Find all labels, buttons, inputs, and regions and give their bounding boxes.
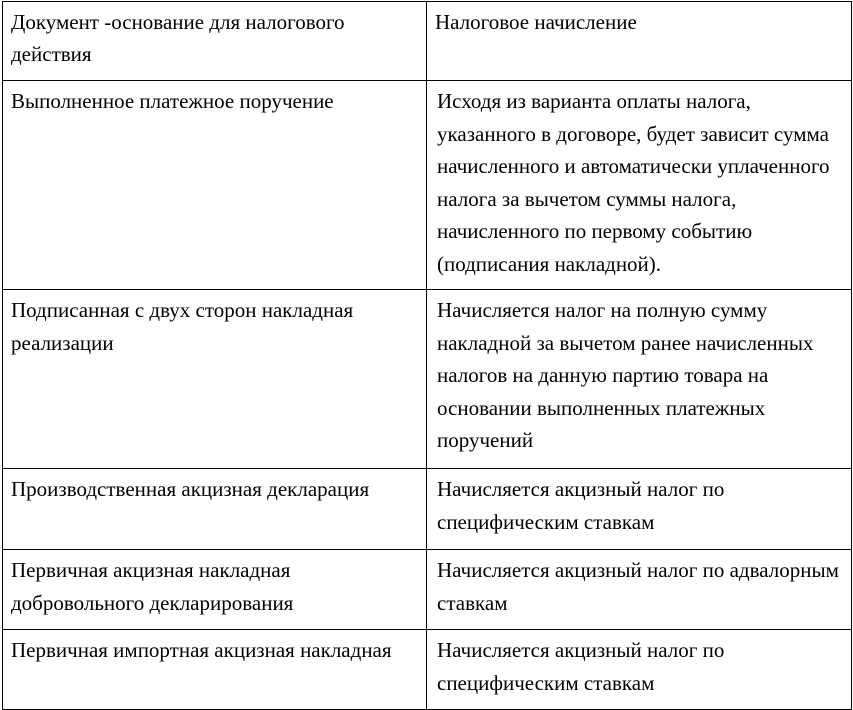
table-header-row [3, 2, 852, 81]
header-document-basis: Документ -основание для налогового действия [3, 2, 427, 81]
cell-document: Подписанная с двух сторон накладная реализации [3, 290, 427, 469]
table-row [3, 630, 852, 710]
table-row [3, 290, 852, 469]
table-row [3, 469, 852, 550]
tax-actions-table [2, 1, 852, 710]
table-row [3, 550, 852, 630]
cell-document: Выполненное платежное поручение [3, 81, 427, 290]
table-row [3, 81, 852, 290]
cell-accrual: Исходя из варианта оплаты налога, указанного в договоре, будет зависит сумма начисленного и автоматически уплаченного налога за вычетом суммы налога, начисленного по первому событию (подписания накладной). [427, 81, 852, 290]
header-tax-accrual: Налоговое начисление [427, 2, 852, 81]
cell-document: Производственная акцизная декларация [3, 469, 427, 550]
cell-accrual: Начисляется акцизный налог по специфическим ставкам [427, 630, 852, 710]
cell-document: Первичная акцизная накладная добровольного декларирования [3, 550, 427, 630]
cell-accrual: Начисляется налог на полную сумму накладной за вычетом ранее начисленных налогов на данную партию товара на основании выполненных платежных поручений [427, 290, 852, 469]
cell-accrual: Начисляется акцизный налог по адвалорным ставкам [427, 550, 852, 630]
cell-accrual: Начисляется акцизный налог по специфическим ставкам [427, 469, 852, 550]
cell-document: Первичная импортная акцизная накладная [3, 630, 427, 710]
